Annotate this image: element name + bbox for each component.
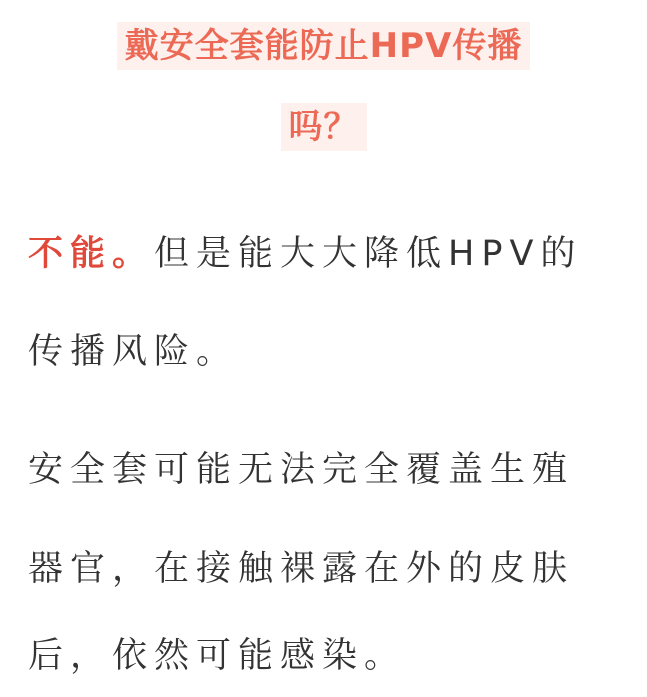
paragraph1-line2: 传播风险。 [28, 332, 239, 372]
paragraph2-line2: 器官，在接触裸露在外的皮肤 [28, 549, 575, 589]
paragraph2-line1: 安全套可能无法完全覆盖生殖 [28, 450, 575, 490]
heading-text-line1: 戴安全套能防止HPV传播 [117, 22, 531, 70]
article-heading-line2 [0, 103, 647, 151]
article-heading-line1 [0, 22, 647, 70]
paragraph1-line1-text: 但是能大大降低HPV的 [154, 234, 583, 274]
heading-text-line2: 吗？ [281, 103, 367, 151]
answer-highlight: 不能。 [28, 234, 155, 274]
paragraph1-line1 [28, 230, 628, 278]
paragraph2-line3: 后，依然可能感染。 [28, 636, 407, 676]
